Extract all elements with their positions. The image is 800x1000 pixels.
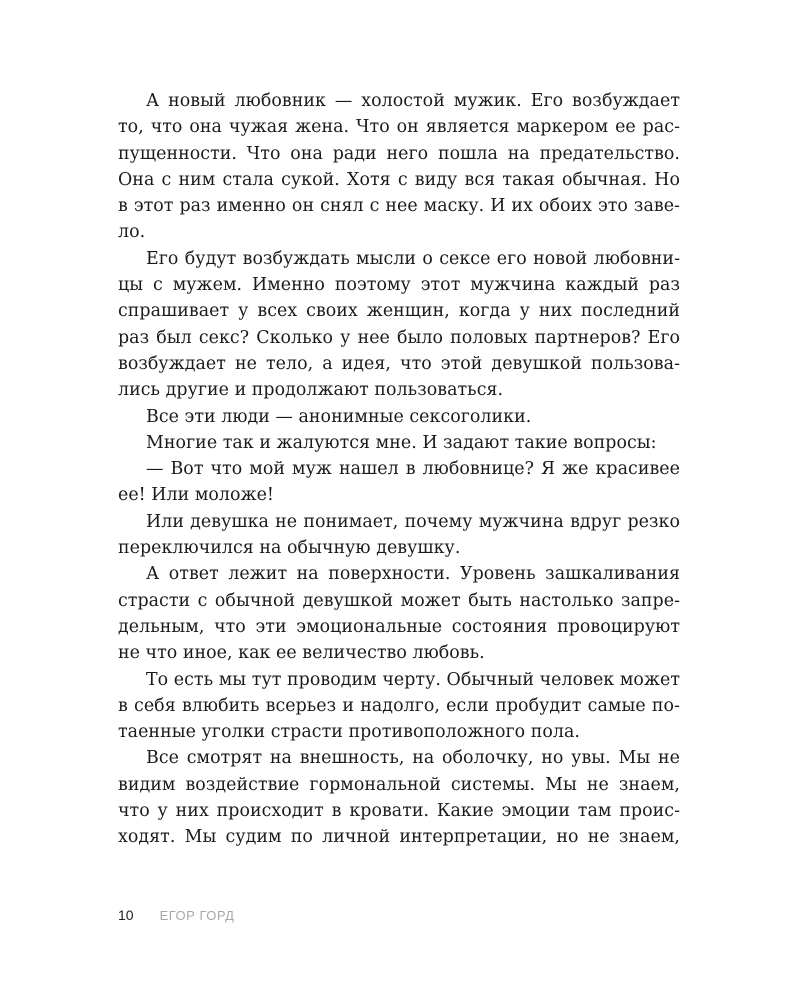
page-number: 10 — [118, 907, 134, 923]
text-line: То есть мы тут проводим черту. Обычный человек может — [146, 669, 680, 690]
text-line: ходят. Мы судим по личной интерпретации, но не знаем, — [118, 827, 680, 848]
running-head-author: ЕГОР ГОРД — [159, 908, 235, 923]
text-line: то, что она чужая жена. Что он является маркером ее рас- — [118, 117, 680, 138]
text-line: А ответ лежит на поверхности. Уровень зашкаливания — [146, 564, 680, 585]
text-line: — Вот что мой муж нашел в любовнице? Я же красивее — [146, 459, 680, 480]
text-line: переключился на обычную девушку. — [118, 538, 461, 559]
text-line: что у них происходит в кровати. Какие эмоции там проис- — [118, 801, 680, 822]
text-line: в себя влюбить всерьез и надолго, если пробудит самые по- — [118, 695, 680, 716]
text-line: страсти с обычной девушкой может быть настолько запре- — [118, 590, 680, 611]
text-line: Она с ним стала сукой. Хотя с виду вся такая обычная. Но — [118, 169, 680, 190]
page-footer — [118, 907, 234, 923]
text-line: спрашивает у всех своих женщин, когда у них последний — [118, 301, 680, 322]
text-line: видим воздействие гормональной системы. Мы не знаем, — [118, 774, 680, 795]
text-line: возбуждает не тело, а идея, что этой девушкой пользова- — [118, 353, 680, 374]
text-line: пущенности. Что она ради него пошла на предательство. — [118, 143, 680, 164]
text-line: цы с мужем. Именно поэтому этот мужчина каждый раз — [118, 275, 680, 296]
text-line: Все эти люди — анонимные сексоголики. — [146, 406, 532, 427]
text-line: в этот раз именно он снял с нее маску. И их обоих это заве- — [118, 196, 680, 217]
text-line: ее! Или моложе! — [118, 485, 274, 506]
text-line: не что иное, как ее величество любовь. — [118, 643, 485, 664]
text-line: лись другие и продолжают пользоваться. — [118, 380, 504, 401]
page-body — [118, 88, 680, 851]
text-line: Его будут возбуждать мысли о сексе его новой любовни- — [146, 248, 680, 269]
text-line: дельным, что эти эмоциональные состояния провоцируют — [118, 616, 680, 637]
text-line: А новый любовник — холостой мужик. Его возбуждает — [146, 91, 680, 111]
text-line: таенные уголки страсти противоположного пола. — [118, 722, 580, 743]
text-line: Все смотрят на внешность, на оболочку, но увы. Мы не — [146, 748, 680, 769]
text-line: Или девушка не понимает, почему мужчина вдруг резко — [146, 511, 680, 532]
text-line: раз был секс? Сколько у нее было половых партнеров? Его — [118, 327, 680, 348]
text-line: Многие так и жалуются мне. И задают такие вопросы: — [146, 432, 657, 453]
text-line: ло. — [118, 222, 146, 243]
